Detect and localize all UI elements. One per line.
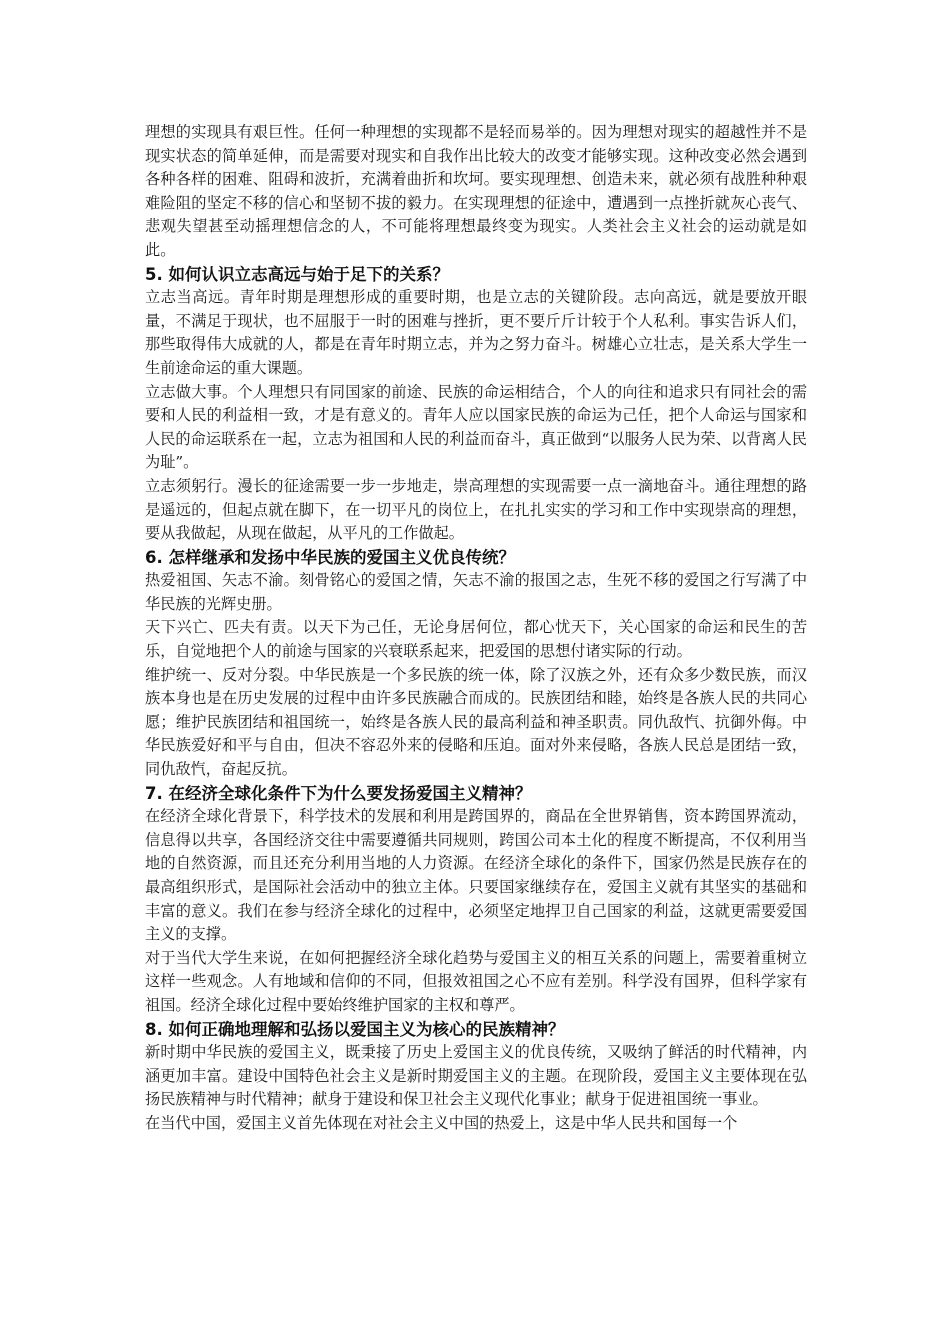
heading-question-7: 7. 在经济全球化条件下为什么要发扬爱国主义精神？: [145, 783, 532, 803]
heading-question-5: 5. 如何认识立志高远与始于足下的关系？: [145, 264, 449, 284]
paragraph-students-views: 对于当代大学生来说，在如何把握经济全球化趋势与爱国主义的相互关系的问题上，需要着重树立这样一些观念。人有地域和信仰的不同，但报效祖国之心不应有差别。科学没有国界，但科学家有祖国。经济全球化过程中要始终维护国家的主权和尊严。: [145, 948, 807, 1014]
paragraph-aspire-great-deeds: 立志做大事。个人理想只有同国家的前途、民族的命运相结合，个人的向往和追求只有同社会的需要和人民的利益相一致，才是有意义的。青年人应以国家民族的命运为己任，把个人命运与国家和人民的命运联系在一起，立志为祖国和人民的利益而奋斗，真正做到“以服务人民为荣、以背离人民为耻”。: [145, 382, 807, 472]
paragraph-world-responsibility: 天下兴亡、匹夫有责。以天下为己任，无论身居何位，都心忧天下，关心国家的命运和民生的苦乐，自觉地把个人的前途与国家的兴衰联系起来，把爱国的思想付诸实际的行动。: [145, 618, 807, 661]
paragraph-love-motherland: 热爱祖国、矢志不渝。刻骨铭心的爱国之情，矢志不渝的报国之志，生死不移的爱国之行写满了中华民族的光辉史册。: [145, 571, 807, 613]
paragraph-contemporary-china: 在当代中国，爱国主义首先体现在对社会主义中国的热爱上，这是中华人民共和国每一个: [145, 1113, 738, 1132]
paragraph-ideal-difficulty: 理想的实现具有艰巨性。任何一种理想的实现都不是轻而易举的。因为理想对现实的超越性并不是现实状态的简单延伸，而是需要对现实和自我作出比较大的改变才能够实现。这种改变必然会遇到各种各样的困难、阻碍和波折，充满着曲折和坎坷。要实现理想、创造未来，就必须有战胜种种艰难险阻的坚定不移的信心和坚韧不拔的毅力。在实现理想的征途中，遭遇到一点挫折就灰心丧气、悲观失望甚至动摇理想信念的人，不可能将理想最终变为现实。人类社会主义社会的运动就是如此。: [145, 123, 807, 259]
paragraph-aspire-practice: 立志须躬行。漫长的征途需要一步一步地走，崇高理想的实现需要一点一滴地奋斗。通往理想的路是遥远的，但起点就在脚下，在一切平凡的岗位上，在扎扎实实的学习和工作中实现崇高的理想，要从我做起，从现在做起，从平凡的工作做起。: [145, 476, 807, 543]
document-page: [145, 121, 807, 1136]
paragraph-unity: 维护统一、反对分裂。中华民族是一个多民族的统一体，除了汉族之外，还有众多少数民族，而汉族本身也是在历史发展的过程中由许多民族融合而成的。民族团结和睦，始终是各族人民的共同心愿；维护民族团结和祖国统一，始终是各族人民的最高利益和神圣职责。同仇敌忾、抗御外侮。中华民族爱好和平与自由，但决不容忍外来的侵略和压迫。面对外来侵略，各族人民总是团结一致，同仇敌忾，奋起反抗。: [145, 665, 807, 779]
paragraph-new-era-patriotism: 新时期中华民族的爱国主义，既秉接了历史上爱国主义的优良传统，又吸纳了鲜活的时代精神，内涵更加丰富。建设中国特色社会主义是新时期爱国主义的主题。在现阶段，爱国主义主要体现在弘扬民族精神与时代精神；献身于建设和保卫社会主义现代化事业；献身于促进祖国统一事业。: [145, 1043, 807, 1109]
paragraph-globalization: 在经济全球化背景下，科学技术的发展和利用是跨国界的，商品在全世界销售，资本跨国界流动，信息得以共享，各国经济交往中需要遵循共同规则，跨国公司本土化的程度不断提高，不仅利用当地的自然资源，而且还充分利用当地的人力资源。在经济全球化的条件下，国家仍然是民族存在的最高组织形式，是国际社会活动中的独立主体。只要国家继续存在，爱国主义就有其坚实的基础和丰富的意义。我们在参与经济全球化的过程中，必须坚定地捍卫自己国家的利益，这就更需要爱国主义的支撑。: [145, 807, 807, 944]
heading-question-8: 8. 如何正确地理解和弘扬以爱国主义为核心的民族精神？: [145, 1019, 565, 1039]
paragraph-aspire-high: 立志当高远。青年时期是理想形成的重要时期，也是立志的关键阶段。志向高远，就是要放开眼量，不满足于现状，也不屈服于一时的困难与挫折，更不要斤斤计较于个人私利。事实告诉人们，那些取得伟大成就的人，都是在青年时期立志，并为之努力奋斗。树雄心立壮志，是关系大学生一生前途命运的重大课题。: [145, 288, 807, 377]
heading-question-6: 6. 怎样继承和发扬中华民族的爱国主义优良传统？: [145, 547, 515, 567]
